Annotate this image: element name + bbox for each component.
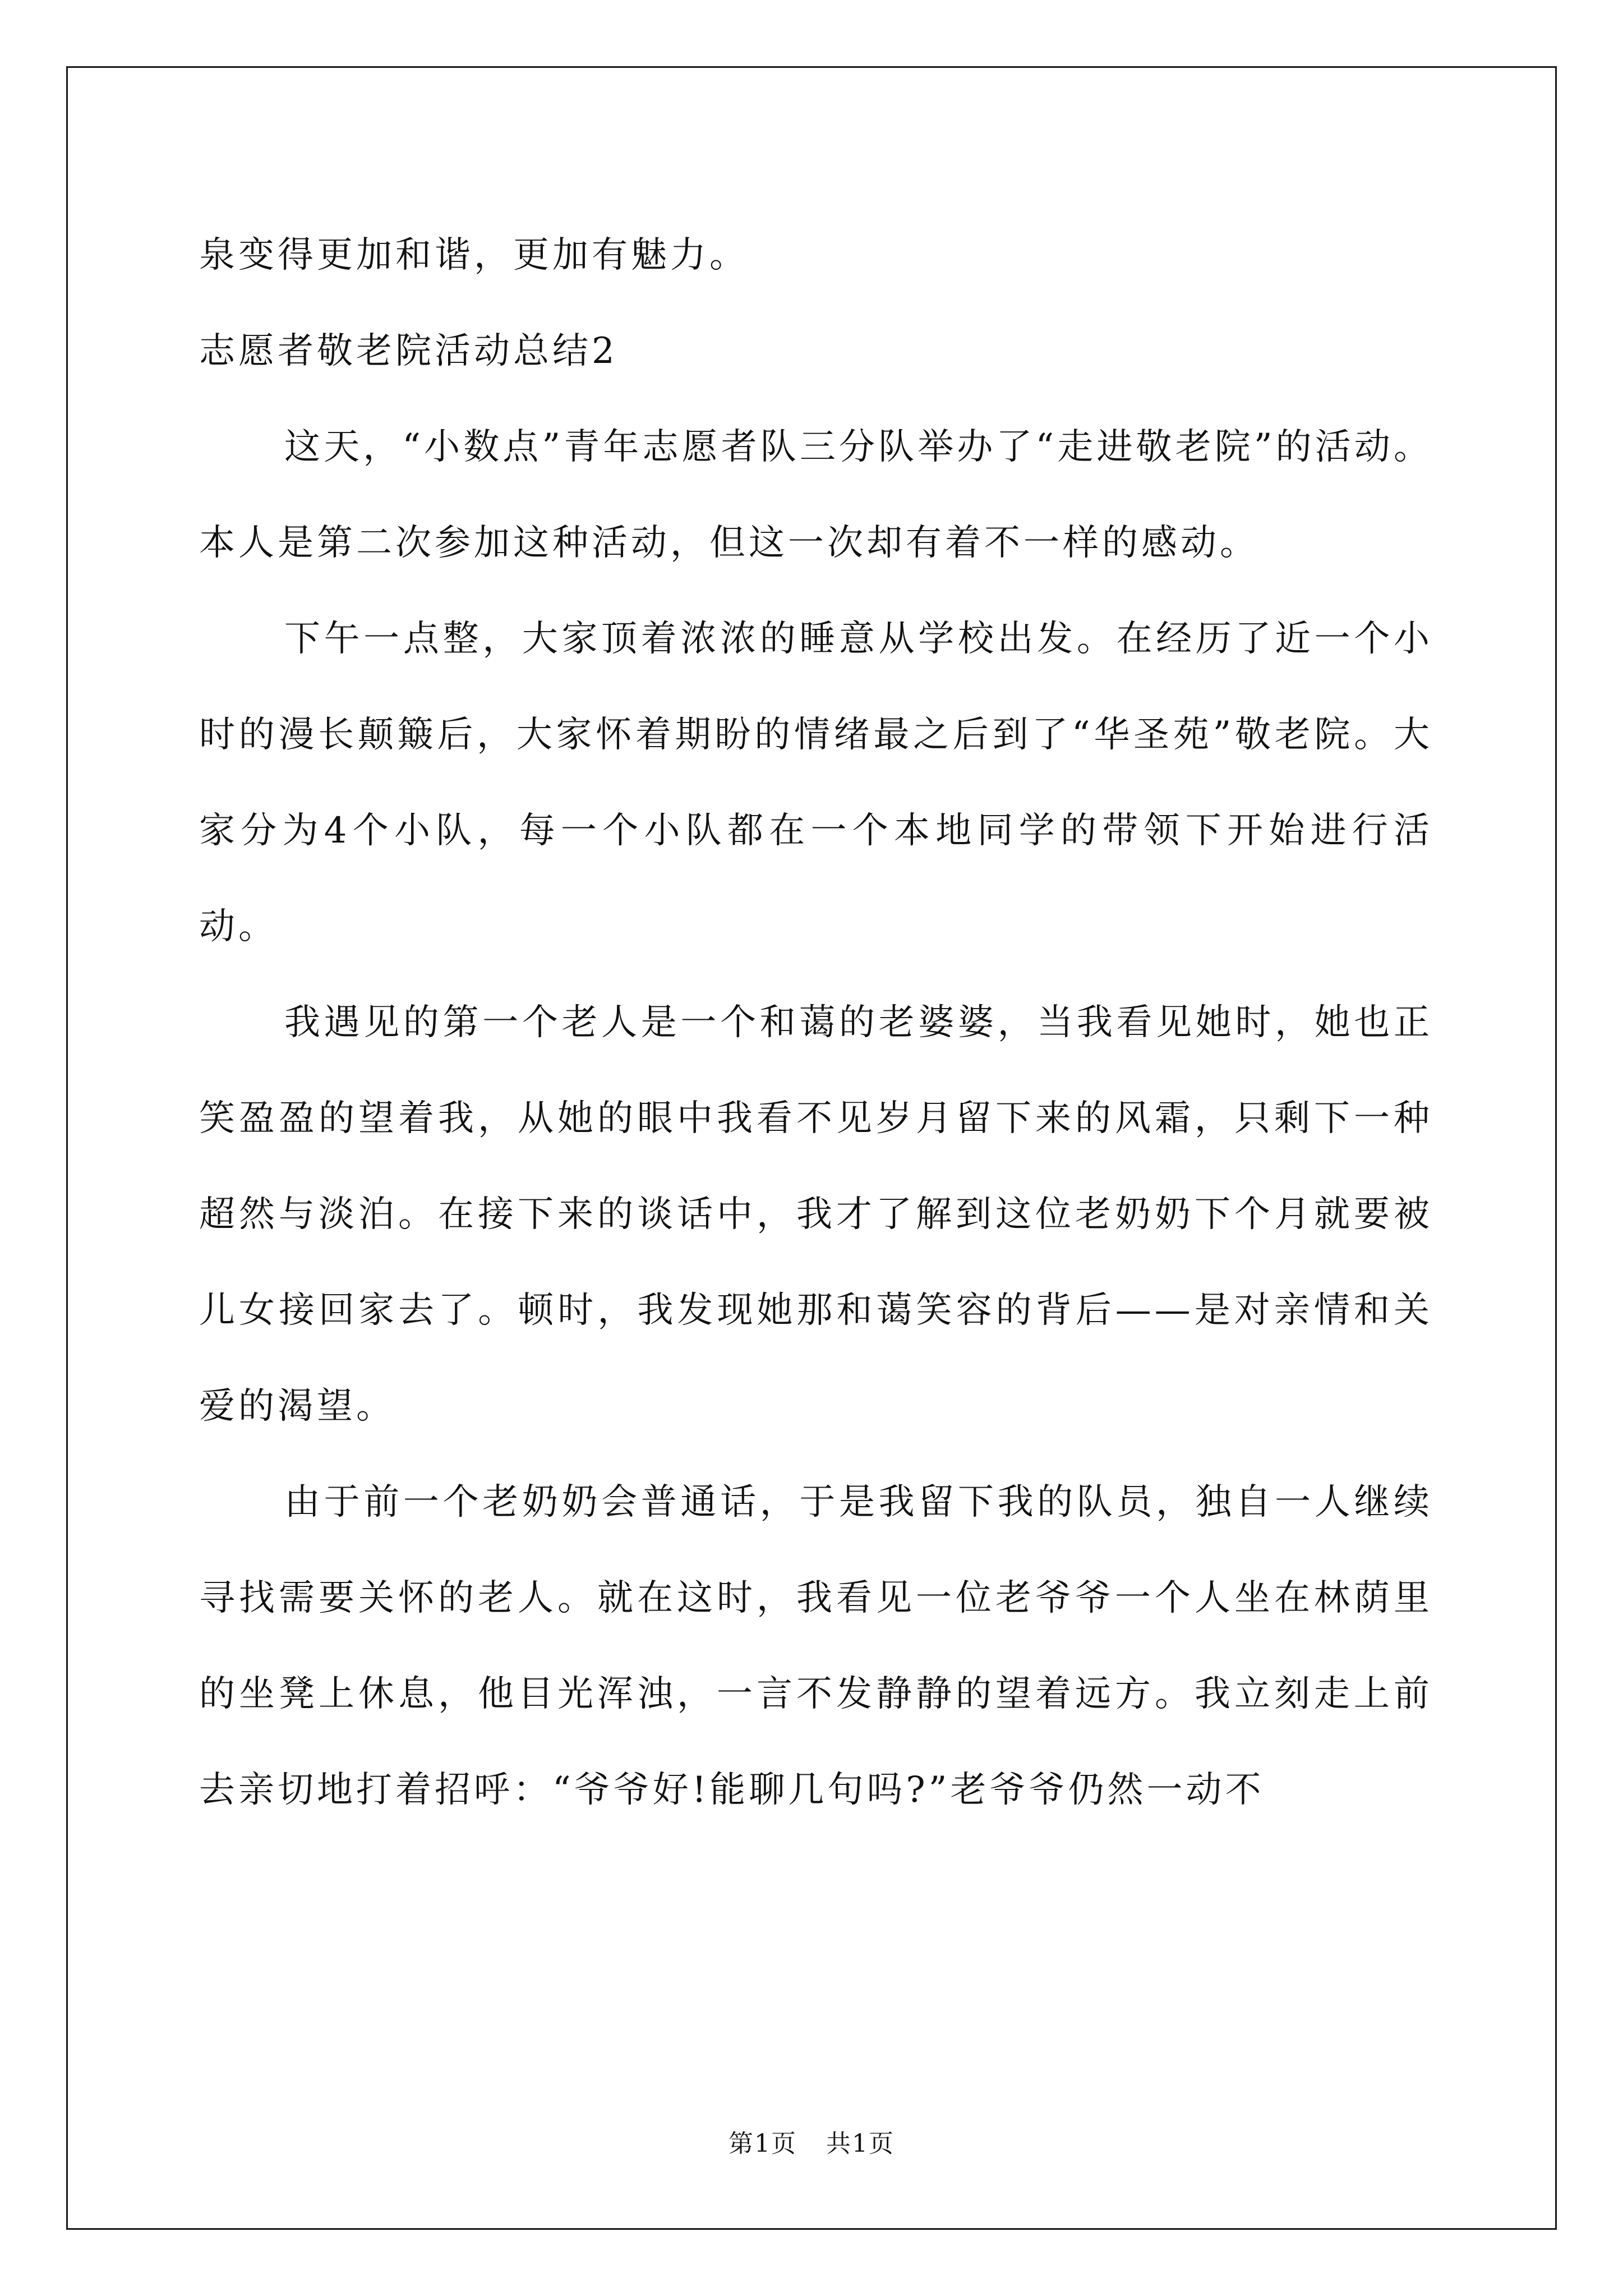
paragraph: 这天，“小数点”青年志愿者队三分队举办了“走进敬老院”的活动。本人是第二次参加这种活动，但这一次却有着不一样的感动。 (199, 426, 1433, 564)
page-total: 共1页 (826, 2129, 895, 2158)
paragraph: 由于前一个老奶奶会普通话，于是我留下我的队员，独自一人继续寻找需要关怀的老人。就在这时，我看见一位老爷爷一个人坐在林荫里的坐凳上休息，他目光浑浊，一言不发静静的望着远方。我立刻走上前去亲切地打着招呼：“爷爷好!能聊几句吗?”老爷爷仍然一动不 (199, 1481, 1433, 1811)
paragraph: 我遇见的第一个老人是一个和蔼的老婆婆，当我看见她时，她也正笑盈盈的望着我，从她的眼中我看不见岁月留下来的风霜，只剩下一种超然与淡泊。在接下来的谈话中，我才了解到这位老奶奶下个月就要被儿女接回家去了。顿时，我发现她那和蔼笑容的背后——是对亲情和关爱的渴望。 (199, 1002, 1433, 1427)
paragraph: 下午一点整，大家顶着浓浓的睡意从学校出发。在经历了近一个小时的漫长颠簸后，大家怀着期盼的情绪最之后到了“华圣苑”敬老院。大家分为4个小队，每一个小队都在一个本地同学的带领下开始进行活动。 (199, 618, 1433, 947)
page-footer (0, 2123, 1623, 2159)
page-number: 第1页 (728, 2129, 797, 2158)
paragraph-continuation: 泉变得更加和谐，更加有魅力。 (199, 234, 749, 276)
document-body (199, 208, 1433, 1838)
section-heading: 志愿者敬老院活动总结2 (199, 330, 618, 372)
